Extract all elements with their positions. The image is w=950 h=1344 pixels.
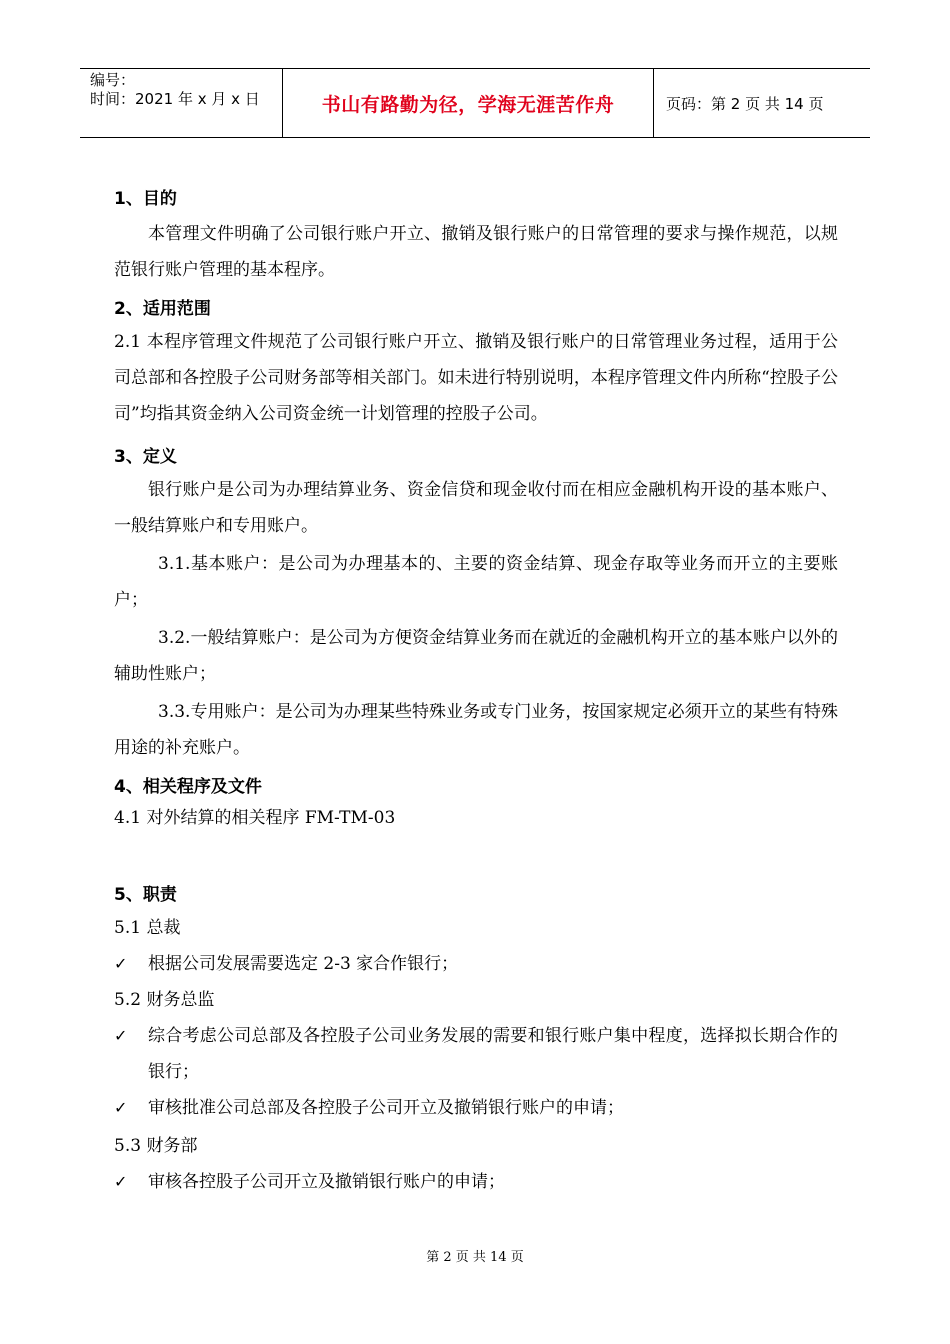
date-line: 时间：2021 年 x 月 x 日 bbox=[90, 90, 260, 108]
section-2-body: 2.1 本程序管理文件规范了公司银行账户开立、撤销及银行账户的日常管理业务过程，适用于公司总部和各控股子公司财务部等相关部门。如未进行特别说明，本程序管理文件内所称“控股子公司”均指其资金纳入公司资金统一计划管理的控股子公司。 bbox=[114, 332, 838, 424]
definition-3-1: 3.1.基本账户：是公司为办理基本的、主要的资金结算、现金存取等业务而开立的主要账户； bbox=[114, 554, 838, 610]
check-mark-icon: ✓ bbox=[114, 1026, 128, 1045]
section-5-3: 5.3 财务部 bbox=[114, 1136, 198, 1156]
section-5-2: 5.2 财务总监 bbox=[114, 990, 215, 1010]
section-4-item-1: 4.1 对外结算的相关程序 FM-TM-03 bbox=[114, 808, 396, 828]
section-1-body: 本管理文件明确了公司银行账户开立、撤销及银行账户的日常管理的要求与操作规范，以规范银行账户管理的基本程序。 bbox=[114, 224, 838, 280]
header-meta bbox=[90, 71, 260, 109]
header-page-info: 页码：第 2 页 共 14 页 bbox=[666, 94, 824, 113]
list-item-text: 综合考虑公司总部及各控股子公司业务发展的需要和银行账户集中程度，选择拟长期合作的银行； bbox=[148, 1026, 838, 1082]
check-mark-icon: ✓ bbox=[114, 954, 128, 973]
header-table bbox=[80, 68, 870, 138]
section-5-1: 5.1 总裁 bbox=[114, 918, 181, 938]
list-item-text: 根据公司发展需要选定 2-3 家合作银行； bbox=[148, 954, 459, 974]
definition-3-3: 3.3.专用账户：是公司为办理某些特殊业务或专门业务，按国家规定必须开立的某些有特殊用途的补充账户。 bbox=[114, 702, 838, 758]
section-3-body: 银行账户是公司为办理结算业务、资金信贷和现金收付而在相应金融机构开设的基本账户、一般结算账户和专用账户。 bbox=[114, 480, 838, 536]
section-1-title: 1、目的 bbox=[114, 189, 177, 209]
check-mark-icon: ✓ bbox=[114, 1098, 128, 1117]
section-5-title: 5、职责 bbox=[114, 885, 177, 905]
section-2-title: 2、适用范围 bbox=[114, 299, 211, 319]
section-4-title: 4、相关程序及文件 bbox=[114, 777, 262, 797]
list-item-text: 审核批准公司总部及各控股子公司开立及撤销银行账户的申请； bbox=[148, 1098, 624, 1118]
list-item-text: 审核各控股子公司开立及撤销银行账户的申请； bbox=[148, 1172, 505, 1192]
header-divider bbox=[653, 69, 654, 137]
page-footer: 第 2 页 共 14 页 bbox=[426, 1250, 524, 1265]
section-3-title: 3、定义 bbox=[114, 447, 177, 467]
definition-3-2: 3.2.一般结算账户：是公司为方便资金结算业务而在就近的金融机构开立的基本账户以外的辅助性账户； bbox=[114, 628, 838, 684]
check-mark-icon: ✓ bbox=[114, 1172, 128, 1191]
header-motto: 书山有路勤为径，学海无涯苦作舟 bbox=[321, 93, 615, 116]
number-label: 编号： bbox=[90, 71, 136, 89]
